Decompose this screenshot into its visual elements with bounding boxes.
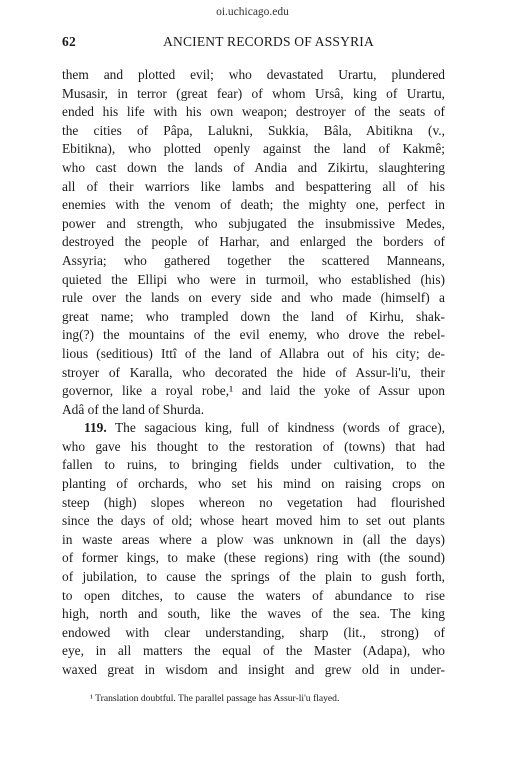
running-header [62,34,445,52]
text-line: ing(?) the mountains of the evil enemy, who drove the rebel- [62,327,445,343]
text-line: who gave his thought to the restoration of (towns) that had [62,438,445,454]
text-line: great name; who trampled down the land of Kirhu, shak- [62,308,445,324]
text-line: who cast down the lands of Andia and Zikirtu, slaughtering [62,159,445,175]
text-line: since the days of old; whose heart moved him to set out plants [62,513,445,529]
text-line: Assyria; who gathered together the scattered Manneans, [62,252,445,268]
text-line: endowed with clear understanding, sharp (lit., strong) of [62,624,445,640]
running-title: ANCIENT RECORDS OF ASSYRIA [163,34,374,49]
text-line: stroyer of Karalla, who decorated the hide of Assur-li'u, their [62,364,445,380]
text-line: high, north and south, like the waves of the sea. The king [62,606,445,622]
text-line: Adâ of the land of Shurda. [62,401,205,417]
text-line: the cities of Pâpa, Lalukni, Sukkia, Bâla, Abitikna (v., [62,122,445,138]
text-line: eye, in all matters the equal of the Master (Adapa), who [62,643,445,659]
text-line: ended his life with his own weapon; destroyer of the seats of [62,104,445,120]
text-line: The sagacious king, full of kindness (words of grace), [115,420,445,436]
section-first-line [62,419,445,438]
text-line: fallen to ruins, to bringing fields under cultivation, to the [62,457,445,473]
text-line: of former kings, to make (these regions) ring with (the sound) [62,550,445,566]
text-line: Ebitikna), who plotted openly against the land of Kakmê; [62,141,445,157]
body-text [62,66,445,680]
text-line: lious (seditious) Ittî of the land of Allabra out of his city; de- [62,345,445,361]
text-line: all of their warriors like lambs and bespattering all of his [62,178,445,194]
page-number: 62 [62,34,76,49]
text-line: destroyed the people of Harhar, and enlarged the borders of [62,234,445,250]
text-line: of jubilation, to cause the springs of the plain to gush forth, [62,569,445,585]
text-line: enemies with the venom of death; the mighty one, perfect in [62,197,445,213]
text-line: them and plotted evil; who devastated Urartu, plundered [62,67,445,82]
text-line: rule over the lands on every side and who made (himself) a [62,290,445,306]
text-line: steep (high) slopes whereon no vegetation had flourished [62,494,445,510]
source-url: oi.uchicago.edu [216,6,289,18]
text-line: in waste areas where a plow was unknown in (all the days) [62,531,445,547]
text-line: power and strength, who subjugated the insubmissive Medes, [62,215,445,231]
text-line: governor, like a royal robe,¹ and laid the yoke of Assur upon [62,383,445,399]
footnote: ¹ Translation doubtful. The parallel passage has Assur-li'u flayed. [90,693,340,704]
text-line: planting of orchards, who set his mind on raising crops on [62,476,445,492]
text-line: Musasir, in terror (great fear) of whom Ursâ, king of Urartu, [62,85,445,101]
text-line: quieted the Ellipi who were in turmoil, who established (his) [62,271,445,287]
text-line: to open ditches, to cause the waters of abundance to rise [62,587,445,603]
section-number: 119. [84,420,107,436]
text-line: waxed great in wisdom and insight and grew old in under- [62,662,445,677]
